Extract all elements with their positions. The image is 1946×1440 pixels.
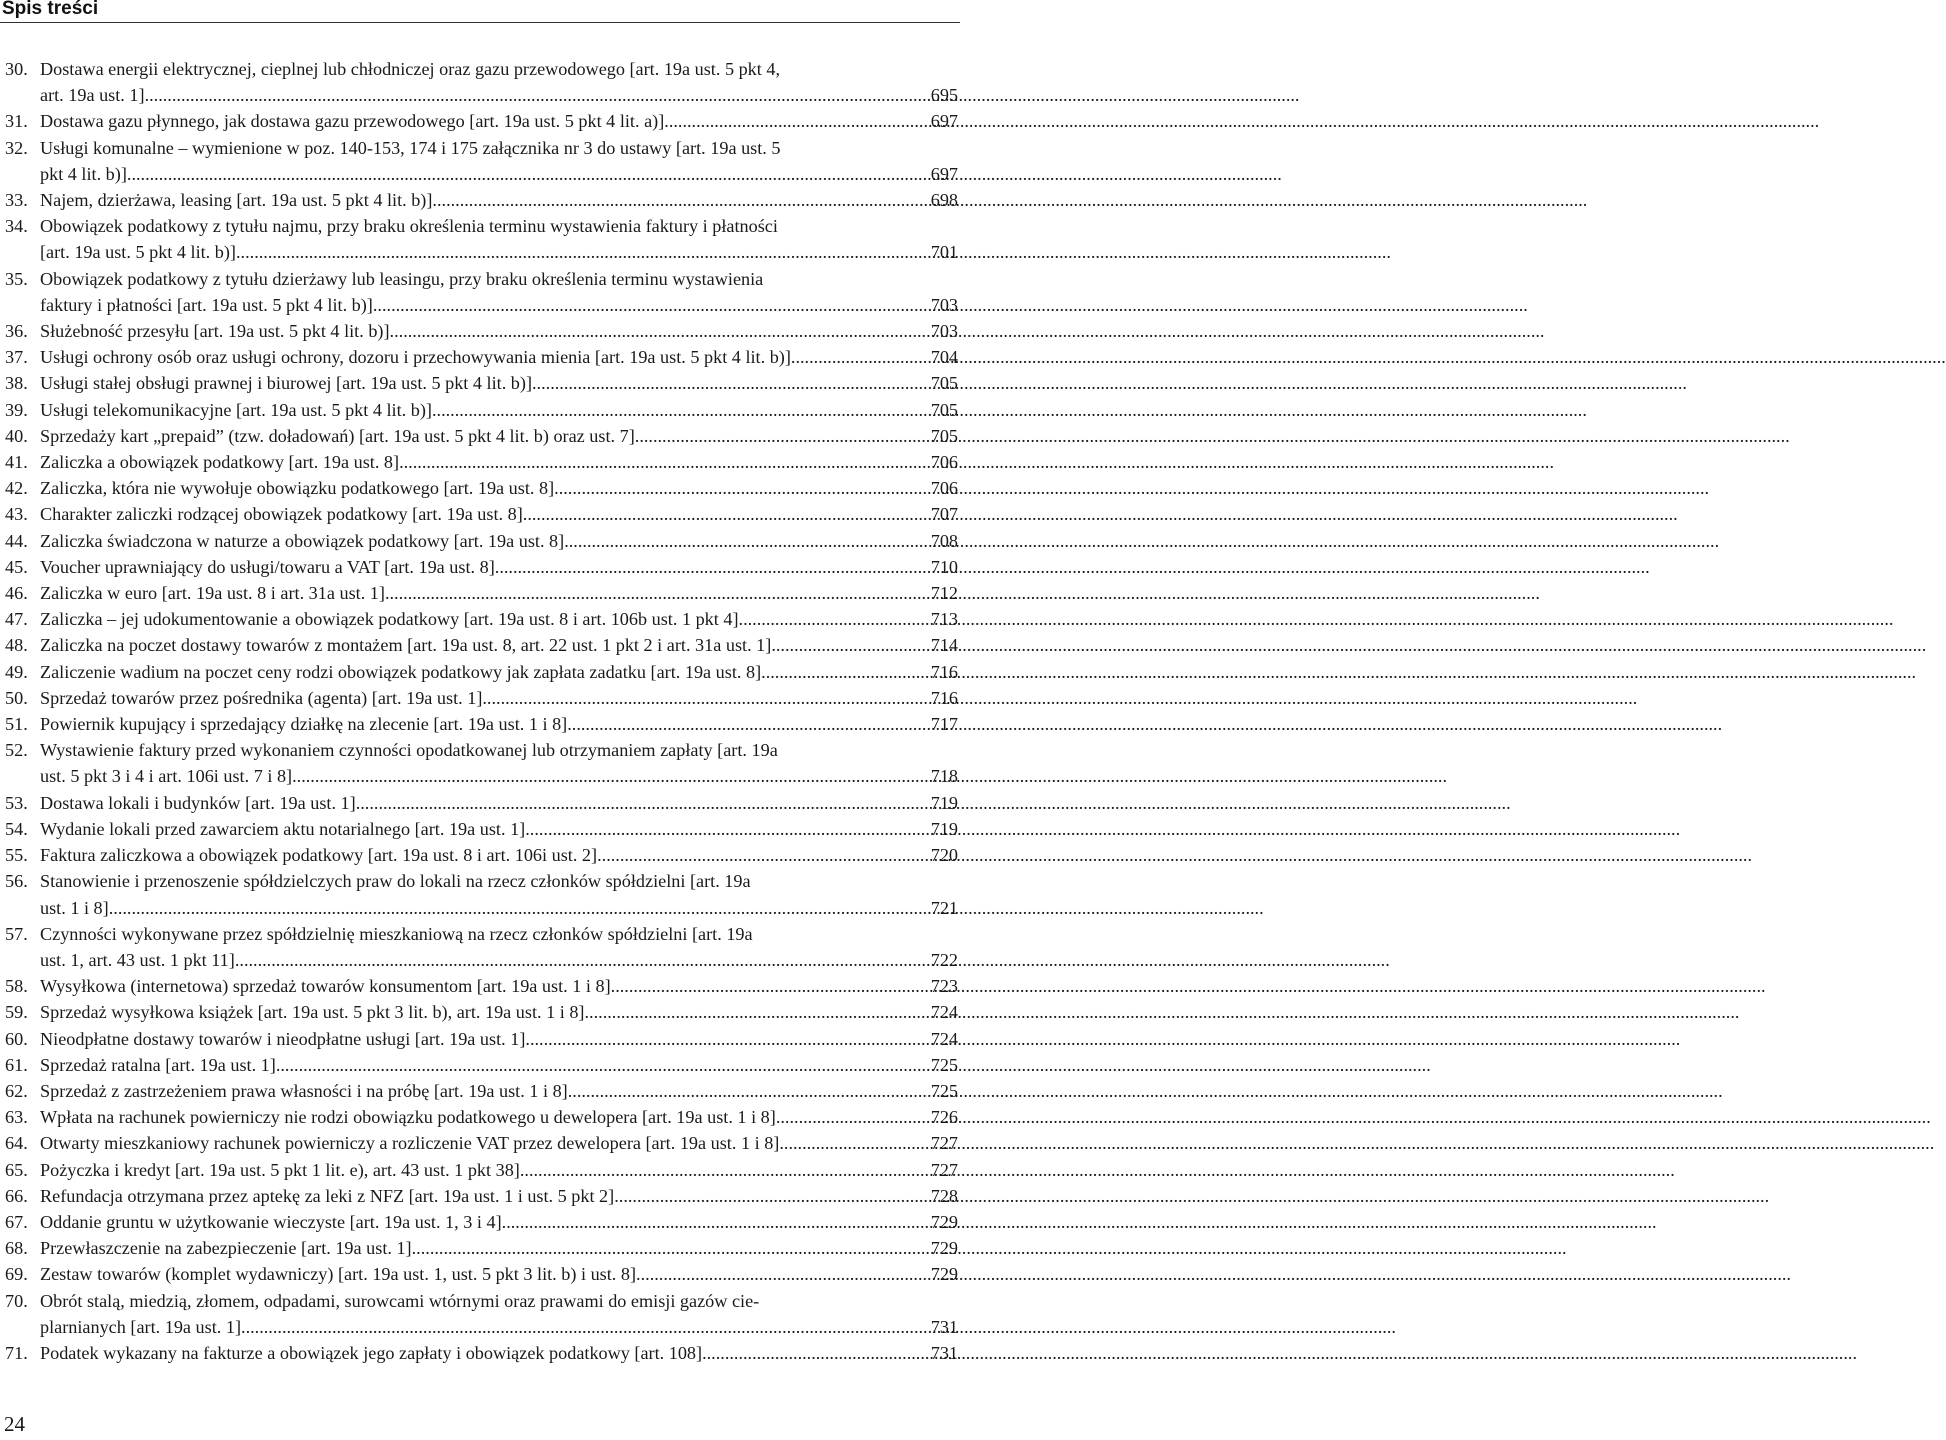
dot-leader <box>127 161 918 187</box>
toc-entry <box>0 1157 960 1183</box>
toc-entry-title: Zaliczka, która nie wywołuje obowiązku podatkowego [art. 19a ust. 8] <box>40 478 555 499</box>
dot-leader <box>241 1314 918 1340</box>
toc-entry-number: 66. <box>5 1185 28 1206</box>
dot-leader <box>356 790 918 816</box>
dot-leader <box>399 449 918 475</box>
toc-entry-page: 716 <box>930 661 958 682</box>
toc-entry-title: ust. 1 i 8] <box>40 897 109 918</box>
toc-entry <box>0 1288 960 1340</box>
toc-entry <box>0 999 960 1025</box>
toc-entry-page: 704 <box>930 347 958 368</box>
header-rule <box>0 22 960 23</box>
toc-entry-number: 35. <box>5 268 28 289</box>
dot-leader <box>585 999 919 1025</box>
toc-entry-page: 718 <box>930 766 958 787</box>
toc-entry <box>0 1183 960 1209</box>
toc-entry <box>0 842 960 868</box>
toc-entry <box>0 187 960 213</box>
dot-leader <box>432 187 918 213</box>
toc-entry-page: 729 <box>930 1211 958 1232</box>
dot-leader <box>109 895 918 921</box>
toc-entry-title-line: Usługi komunalne – wymienione w poz. 140-153, 174 i 175 załącznika nr 3 do ustawy [art. 19a ust. 5 <box>40 137 781 158</box>
toc-entry-number: 44. <box>5 530 28 551</box>
toc-entry-page: 728 <box>930 1185 958 1206</box>
toc-entry-title: Refundacja otrzymana przez aptekę za leki z NFZ [art. 19a ust. 1 i ust. 5 pkt 2] <box>40 1185 615 1206</box>
toc-entry <box>0 1104 960 1130</box>
toc-entry-number: 69. <box>5 1264 28 1285</box>
toc-entry-title: Usługi ochrony osób oraz usługi ochrony, dozoru i przechowywania mienia [art. 19a ust. 5 pkt 4 lit. b)] <box>40 347 791 368</box>
toc-entry-title: Dostawa lokali i budynków [art. 19a ust. 1] <box>40 792 356 813</box>
toc-entry-title: Sprzedaż wysyłkowa książek [art. 19a ust. 5 pkt 3 lit. b), art. 19a ust. 1 i 8] <box>40 1002 585 1023</box>
table-of-contents <box>0 56 960 1366</box>
toc-entry-title: Dostawa gazu płynnego, jak dostawa gazu przewodowego [art. 19a ust. 5 pkt 4 lit. a)] <box>40 111 665 132</box>
toc-entry-page: 710 <box>930 556 958 577</box>
toc-entry-title: Otwarty mieszkaniowy rachunek powierniczy a rozliczenie VAT przez dewelopera [art. 19a ust. 1 i 8] <box>40 1133 780 1154</box>
toc-entry <box>0 606 960 632</box>
toc-entry-title: Wydanie lokali przed zawarciem aktu notarialnego [art. 19a ust. 1] <box>40 818 526 839</box>
dot-leader <box>145 82 918 108</box>
toc-entry-page: 697 <box>930 111 958 132</box>
dot-leader <box>520 1157 918 1183</box>
toc-entry-number: 48. <box>5 635 28 656</box>
toc-entry-title: Oddanie gruntu w użytkowanie wieczyste [art. 19a ust. 1, 3 i 4] <box>40 1211 502 1232</box>
toc-entry <box>0 711 960 737</box>
header-title: Spis treści <box>2 0 99 19</box>
toc-entry-title-line: Czynności wykonywane przez spółdzielnię mieszkaniową na rzecz członków spółdzielni [art. 19a <box>40 923 753 944</box>
toc-entry-page: 719 <box>930 818 958 839</box>
toc-entry-number: 30. <box>5 59 28 79</box>
dot-leader <box>739 606 918 632</box>
toc-entry-number: 68. <box>5 1238 28 1259</box>
toc-entry-title: Wpłata na rachunek powierniczy nie rodzi obowiązku podatkowego u dewelopera [art. 19a ust. 1 i 8] <box>40 1107 776 1128</box>
toc-entry-number: 61. <box>5 1054 28 1075</box>
dot-leader <box>495 554 918 580</box>
dot-leader <box>482 685 918 711</box>
toc-entry-page: 705 <box>930 399 958 420</box>
toc-entry-page: 705 <box>930 425 958 446</box>
toc-entry-number: 57. <box>5 923 28 944</box>
dot-leader <box>597 842 918 868</box>
dot-leader <box>776 1104 918 1130</box>
toc-entry-title-line: Wystawienie faktury przed wykonaniem czynności opodatkowanej lub otrzymaniem zapłaty [art. 19a <box>40 740 778 761</box>
toc-entry-number: 55. <box>5 845 28 866</box>
toc-entry-title: Sprzedaż towarów przez pośrednika (agenta) [art. 19a ust. 1] <box>40 687 483 708</box>
toc-entry-number: 50. <box>5 687 28 708</box>
dot-leader <box>276 1052 918 1078</box>
toc-entry-title: Przewłaszczenie na zabezpieczenie [art. 19a ust. 1] <box>40 1238 412 1259</box>
toc-entry-page: 695 <box>930 85 958 106</box>
toc-entry <box>0 56 960 108</box>
toc-entry-title: Usługi telekomunikacyjne [art. 19a ust. 5 pkt 4 lit. b)] <box>40 399 432 420</box>
dot-leader <box>702 1340 918 1366</box>
toc-entry-title: art. 19a ust. 1] <box>40 85 145 106</box>
toc-entry <box>0 344 960 370</box>
toc-entry-page: 706 <box>930 478 958 499</box>
toc-entry-page: 708 <box>930 530 958 551</box>
toc-entry <box>0 973 960 999</box>
toc-entry-title: Powiernik kupujący i sprzedający działkę na zlecenie [art. 19a ust. 1 i 8] <box>40 714 568 735</box>
toc-entry-page: 724 <box>930 1028 958 1049</box>
toc-entry <box>0 1235 960 1261</box>
toc-entry-number: 34. <box>5 216 28 237</box>
toc-entry-page: 729 <box>930 1238 958 1259</box>
dot-leader <box>791 344 918 370</box>
toc-entry-number: 65. <box>5 1159 28 1180</box>
toc-entry-page: 698 <box>930 190 958 211</box>
dot-leader <box>636 1261 918 1287</box>
dot-leader <box>779 1130 918 1156</box>
toc-entry-page: 722 <box>930 949 958 970</box>
toc-entry-number: 32. <box>5 137 28 158</box>
toc-entry-title: Sprzedaż z zastrzeżeniem prawa własności i na próbę [art. 19a ust. 1 i 8] <box>40 1080 568 1101</box>
toc-entry-number: 42. <box>5 478 28 499</box>
dot-leader <box>567 711 918 737</box>
toc-entry-number: 70. <box>5 1290 28 1311</box>
dot-leader <box>771 632 918 658</box>
toc-entry-page: 729 <box>930 1264 958 1285</box>
dot-leader <box>412 1235 918 1261</box>
toc-entry <box>0 213 960 265</box>
toc-entry-page: 723 <box>930 976 958 997</box>
toc-entry-page: 719 <box>930 792 958 813</box>
toc-entry <box>0 659 960 685</box>
toc-entry-page: 725 <box>930 1080 958 1101</box>
toc-entry-page: 727 <box>930 1159 958 1180</box>
toc-entry-number: 41. <box>5 452 28 473</box>
dot-leader <box>611 973 918 999</box>
toc-entry-title-line: Stanowienie i przenoszenie spółdzielczych praw do lokali na rzecz członków spółdzielni [art. 19a <box>40 871 751 892</box>
toc-entry <box>0 1340 960 1366</box>
toc-entry-title: Zaliczka – jej udokumentowanie a obowiązek podatkowy [art. 19a ust. 8 i art. 106b ust. 1 pkt 4] <box>40 609 739 630</box>
toc-entry-number: 36. <box>5 321 28 342</box>
toc-entry-number: 59. <box>5 1002 28 1023</box>
toc-entry <box>0 790 960 816</box>
toc-entry-title: Zaliczka świadczona w naturze a obowiązek podatkowy [art. 19a ust. 8] <box>40 530 565 551</box>
toc-entry-number: 53. <box>5 792 28 813</box>
dot-leader <box>635 423 918 449</box>
toc-entry <box>0 1078 960 1104</box>
toc-entry-title: Służebność przesyłu [art. 19a ust. 5 pkt 4 lit. b)] <box>40 321 390 342</box>
toc-entry-page: 712 <box>930 583 958 604</box>
toc-entry-title: Zaliczka a obowiązek podatkowy [art. 19a ust. 8] <box>40 452 400 473</box>
toc-entry-page: 703 <box>930 321 958 342</box>
toc-entry-number: 43. <box>5 504 28 525</box>
toc-entry <box>0 475 960 501</box>
toc-entry <box>0 632 960 658</box>
dot-leader <box>432 397 918 423</box>
toc-entry-number: 71. <box>5 1342 28 1363</box>
toc-entry-title: Najem, dzierżawa, leasing [art. 19a ust. 5 pkt 4 lit. b)] <box>40 190 433 211</box>
toc-entry <box>0 1052 960 1078</box>
toc-entry-number: 33. <box>5 190 28 211</box>
toc-entry-title: Charakter zaliczki rodzącej obowiązek podatkowy [art. 19a ust. 8] <box>40 504 523 525</box>
toc-entry-title: plarnianych [art. 19a ust. 1] <box>40 1316 242 1337</box>
toc-entry-page: 705 <box>930 373 958 394</box>
dot-leader <box>532 370 918 396</box>
toc-entry-number: 67. <box>5 1211 28 1232</box>
dot-leader <box>390 318 918 344</box>
toc-entry <box>0 685 960 711</box>
toc-entry-title: faktury i płatności [art. 19a ust. 5 pkt 4 lit. b)] <box>40 294 373 315</box>
toc-entry <box>0 423 960 449</box>
toc-entry <box>0 370 960 396</box>
toc-entry-number: 31. <box>5 111 28 132</box>
toc-entry-number: 46. <box>5 583 28 604</box>
toc-entry-page: 720 <box>930 845 958 866</box>
toc-entry <box>0 1026 960 1052</box>
toc-entry-title: Zaliczka na poczet dostawy towarów z montażem [art. 19a ust. 8, art. 22 ust. 1 pkt 2 i art. 31a ust. 1] <box>40 635 772 656</box>
toc-entry-number: 54. <box>5 818 28 839</box>
toc-entry-title: Usługi stałej obsługi prawnej i biurowej [art. 19a ust. 5 pkt 4 lit. b)] <box>40 373 532 394</box>
toc-entry-title: Faktura zaliczkowa a obowiązek podatkowy [art. 19a ust. 8 i art. 106i ust. 2] <box>40 845 598 866</box>
toc-entry-title: pkt 4 lit. b)] <box>40 163 127 184</box>
toc-entry-page: 717 <box>930 714 958 735</box>
dot-leader <box>664 108 918 134</box>
toc-entry <box>0 554 960 580</box>
toc-entry-page: 731 <box>930 1316 958 1337</box>
toc-entry-page: 714 <box>930 635 958 656</box>
dot-leader <box>614 1183 918 1209</box>
toc-entry-title: Nieodpłatne dostawy towarów i nieodpłatne usługi [art. 19a ust. 1] <box>40 1028 526 1049</box>
toc-entry-title-line: Obowiązek podatkowy z tytułu najmu, przy braku określenia terminu wystawienia faktury i płatności <box>40 216 778 237</box>
toc-entry-number: 60. <box>5 1028 28 1049</box>
dot-leader <box>292 763 918 789</box>
dot-leader <box>568 1078 918 1104</box>
dot-leader <box>235 947 918 973</box>
toc-entry <box>0 318 960 344</box>
toc-entry <box>0 501 960 527</box>
toc-entry-title-line: Obowiązek podatkowy z tytułu dzierżawy lub leasingu, przy braku określenia terminu wystawienia <box>40 268 764 289</box>
toc-entry-title: Zaliczka w euro [art. 19a ust. 8 i art. 31a ust. 1] <box>40 583 385 604</box>
page-header <box>0 0 960 24</box>
toc-entry-page: 706 <box>930 452 958 473</box>
toc-entry-title: Zestaw towarów (komplet wydawniczy) [art. 19a ust. 1, ust. 5 pkt 3 lit. b) i ust. 8] <box>40 1264 637 1285</box>
toc-entry-title: Podatek wykazany na fakturze a obowiązek jego zapłaty i obowiązek podatkowy [art. 108] <box>40 1342 703 1363</box>
toc-entry <box>0 580 960 606</box>
toc-entry <box>0 528 960 554</box>
toc-entry-number: 52. <box>5 740 28 761</box>
toc-entry-page: 721 <box>930 897 958 918</box>
toc-entry-page: 725 <box>930 1054 958 1075</box>
toc-entry <box>0 868 960 920</box>
toc-entry-number: 39. <box>5 399 28 420</box>
toc-entry-number: 63. <box>5 1107 28 1128</box>
toc-entry <box>0 1130 960 1156</box>
toc-entry-number: 56. <box>5 871 28 892</box>
toc-entry-title: Sprzedaż ratalna [art. 19a ust. 1] <box>40 1054 276 1075</box>
toc-entry <box>0 397 960 423</box>
dot-leader <box>554 475 918 501</box>
dot-leader <box>523 501 918 527</box>
toc-entry-number: 64. <box>5 1133 28 1154</box>
toc-entry-title: [art. 19a ust. 5 pkt 4 lit. b)] <box>40 242 236 263</box>
dot-leader <box>525 1026 918 1052</box>
toc-entry <box>0 108 960 134</box>
toc-entry-page: 703 <box>930 294 958 315</box>
toc-entry <box>0 266 960 318</box>
toc-entry-number: 45. <box>5 556 28 577</box>
toc-entry-page: 701 <box>930 242 958 263</box>
toc-entry <box>0 449 960 475</box>
dot-leader <box>761 659 918 685</box>
toc-entry-title-line: Dostawa energii elektrycznej, cieplnej lub chłodniczej oraz gazu przewodowego [art. 19a ust. 5 pkt 4, <box>40 59 781 79</box>
toc-entry-title: Pożyczka i kredyt [art. 19a ust. 5 pkt 1 lit. e), art. 43 ust. 1 pkt 38] <box>40 1159 520 1180</box>
toc-entry-page: 716 <box>930 687 958 708</box>
toc-entry-page: 697 <box>930 163 958 184</box>
toc-entry-number: 51. <box>5 714 28 735</box>
toc-entry <box>0 1209 960 1235</box>
toc-entry-title: ust. 5 pkt 3 i 4 i art. 106i ust. 7 i 8] <box>40 766 293 787</box>
toc-entry-page: 727 <box>930 1133 958 1154</box>
toc-entry-page: 731 <box>930 1342 958 1363</box>
toc-entry-number: 49. <box>5 661 28 682</box>
toc-entry-title: ust. 1, art. 43 ust. 1 pkt 11] <box>40 949 235 970</box>
toc-entry-page: 726 <box>930 1107 958 1128</box>
page-number: 24 <box>4 1412 25 1436</box>
toc-entry-number: 47. <box>5 609 28 630</box>
toc-entry-title: Sprzedaży kart „prepaid” (tzw. doładowań) [art. 19a ust. 5 pkt 4 lit. b) oraz ust. 7] <box>40 425 635 446</box>
toc-entry-number: 58. <box>5 976 28 997</box>
toc-entry-page: 724 <box>930 1002 958 1023</box>
toc-entry-number: 38. <box>5 373 28 394</box>
toc-entry-title: Voucher uprawniający do usługi/towaru a VAT [art. 19a ust. 8] <box>40 556 495 577</box>
dot-leader <box>373 292 918 318</box>
toc-entry <box>0 135 960 187</box>
dot-leader <box>525 816 918 842</box>
dot-leader <box>385 580 918 606</box>
toc-entry-title: Wysyłkowa (internetowa) sprzedaż towarów konsumentom [art. 19a ust. 1 i 8] <box>40 976 611 997</box>
toc-entry <box>0 737 960 789</box>
toc-entry <box>0 816 960 842</box>
dot-leader <box>236 239 918 265</box>
toc-entry-page: 713 <box>930 609 958 630</box>
toc-entry-number: 62. <box>5 1080 28 1101</box>
toc-entry <box>0 1261 960 1287</box>
toc-entry-number: 40. <box>5 425 28 446</box>
dot-leader <box>564 528 918 554</box>
dot-leader <box>502 1209 918 1235</box>
toc-entry-title: Zaliczenie wadium na poczet ceny rodzi obowiązek podatkowy jak zapłata zadatku [art. 19a ust. 8] <box>40 661 762 682</box>
toc-entry-page: 707 <box>930 504 958 525</box>
toc-entry-title-line: Obrót stalą, miedzią, złomem, odpadami, surowcami wtórnymi oraz prawami do emisji gazów cie- <box>40 1290 760 1311</box>
toc-entry-number: 37. <box>5 347 28 368</box>
toc-entry <box>0 921 960 973</box>
